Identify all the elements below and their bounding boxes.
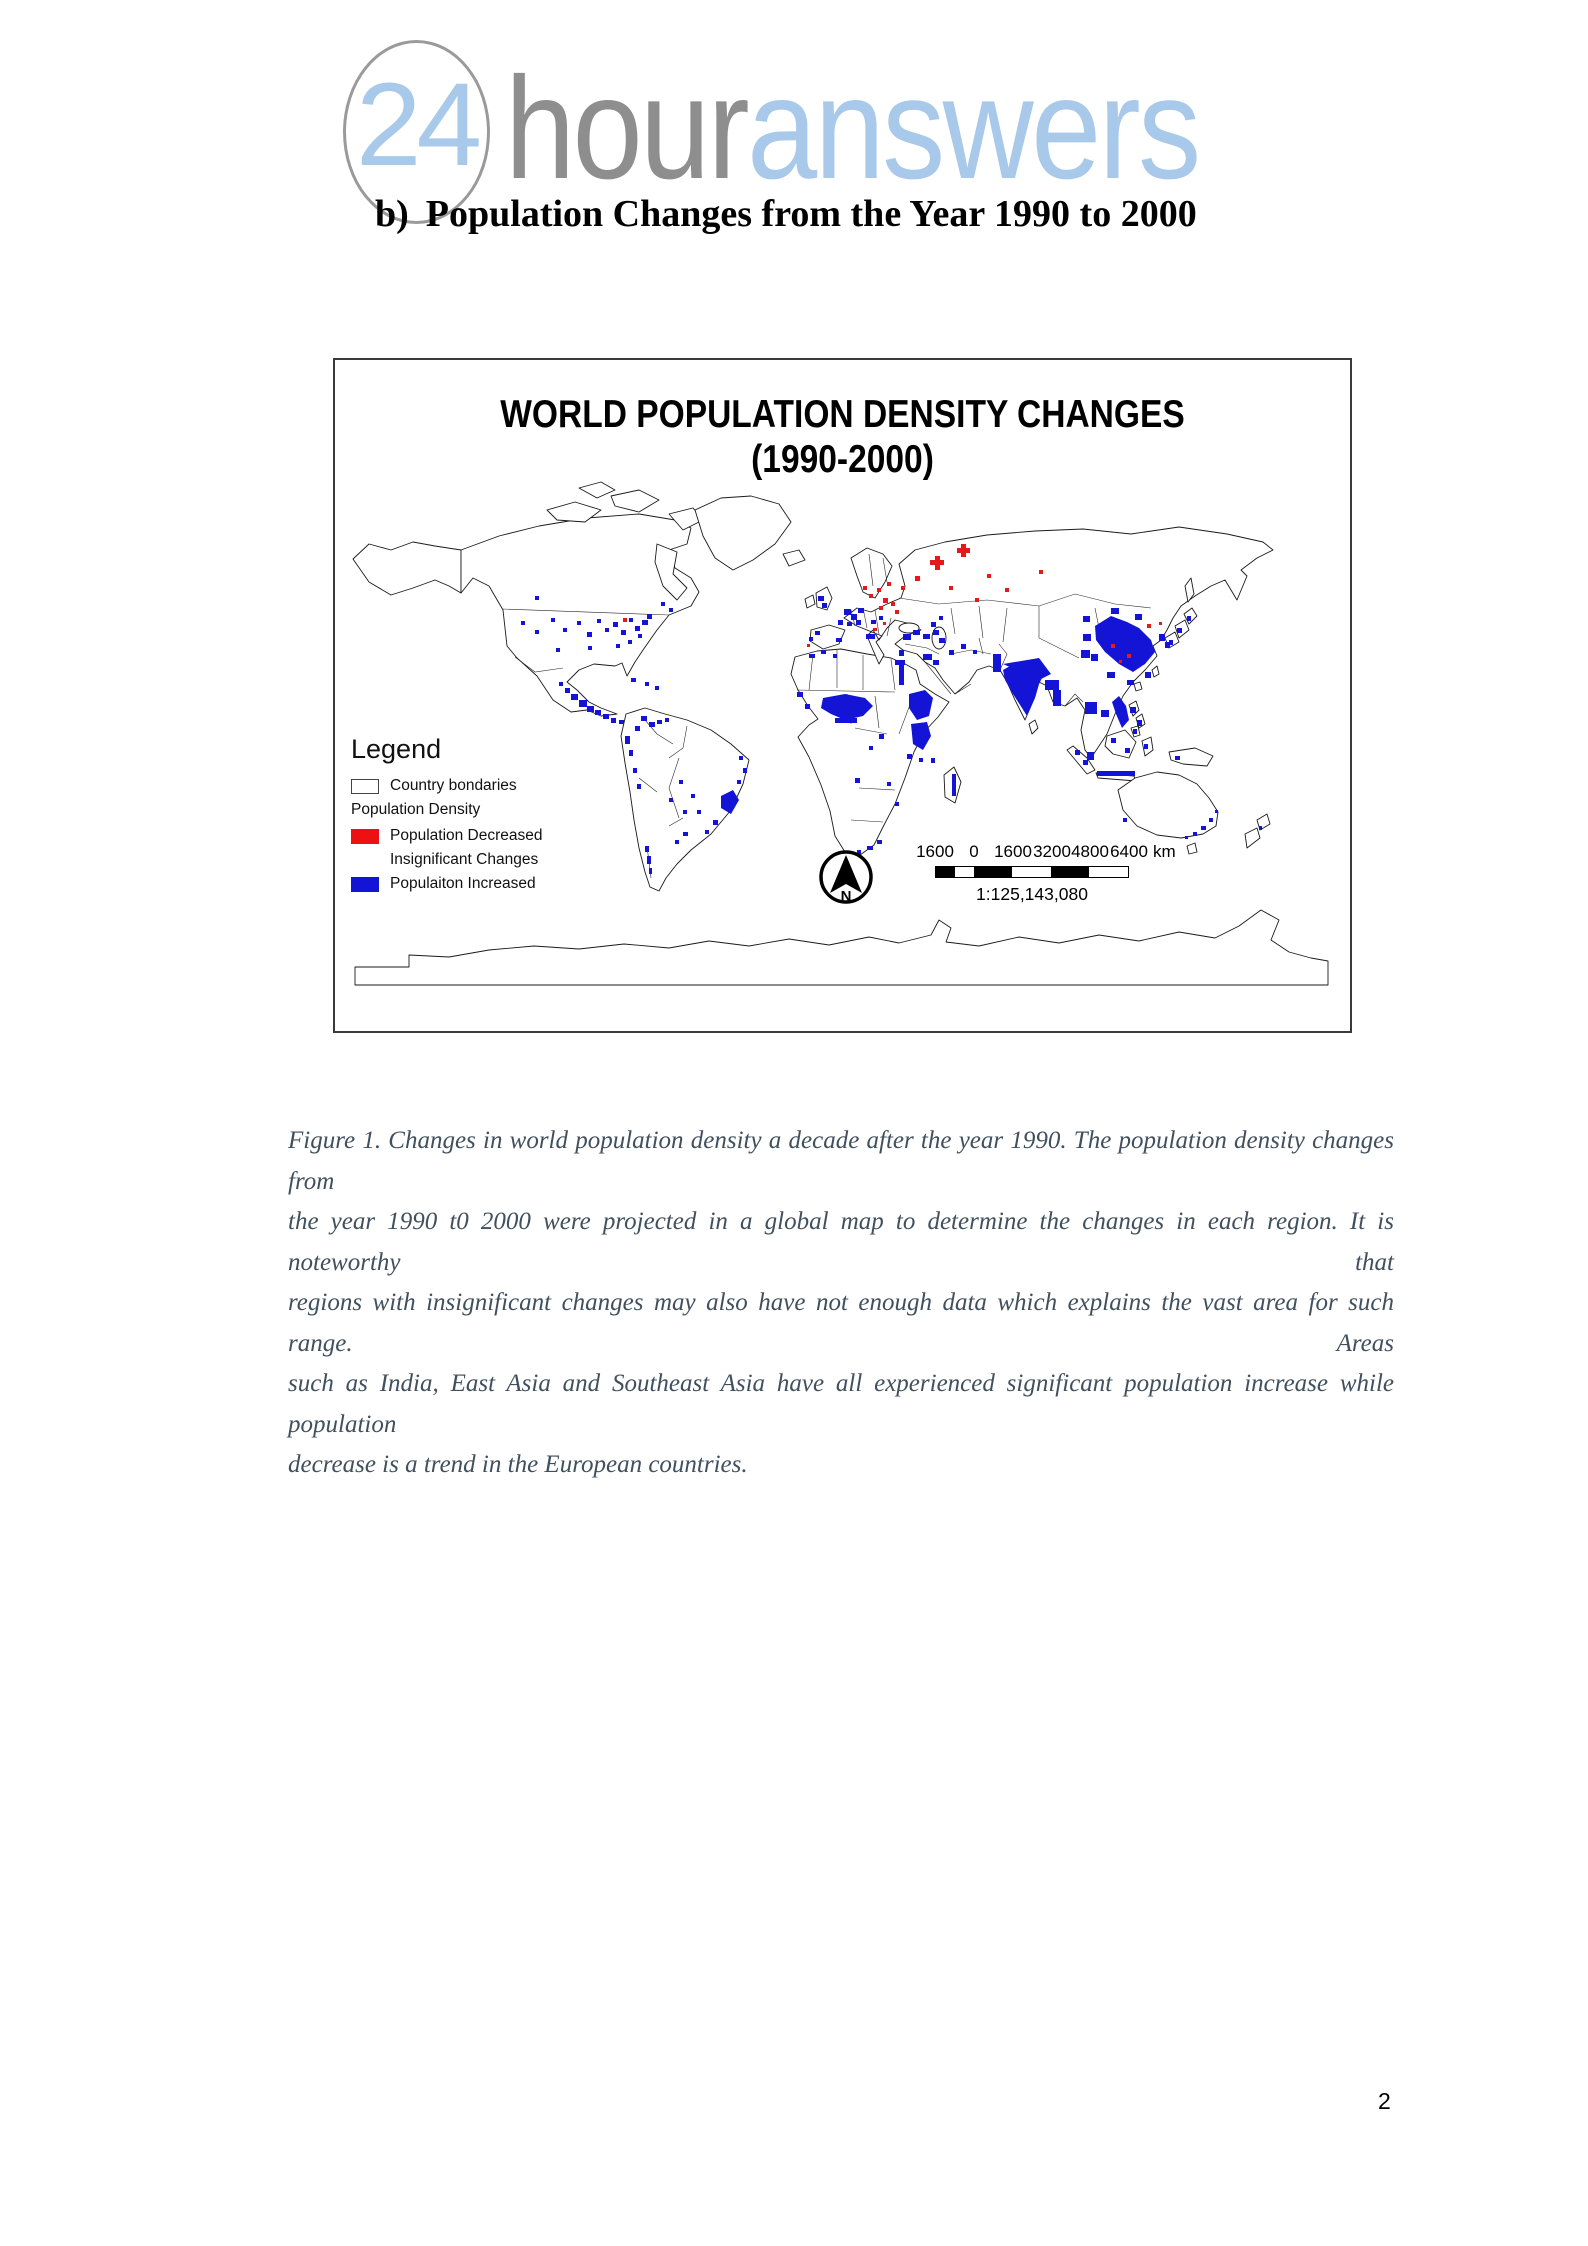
legend-row-insignificant [351, 851, 611, 869]
legend-label: Populaiton Increased [390, 875, 536, 892]
legend-label: Insignificant Changes [390, 851, 539, 868]
scale-tick-label: 3200 [1033, 842, 1071, 861]
map-figure-panel [333, 358, 1352, 1033]
caption-line: the year 1990 t0 2000 were projected in a global map to determine the changes in each region. It is noteworthy that [288, 1208, 1394, 1276]
section-heading [375, 192, 1197, 236]
scale-tick-label: 4800 [1071, 842, 1109, 861]
caption-line: such as India, East Asia and Southeast Asia have all experienced significant population increase while population [288, 1370, 1394, 1438]
caption-line: regions with insignificant changes may also have not enough data which explains the vast area for such range. Areas [288, 1289, 1394, 1357]
logo-word-hour: hour [505, 47, 748, 209]
north-label: N [840, 888, 852, 905]
figure-caption [288, 1121, 1394, 1486]
scale-tick-label: 1600 [994, 842, 1032, 861]
heading-text: Population Changes from the Year 1990 to 2000 [425, 193, 1197, 235]
scale-ratio-label: 1:125,143,080 [976, 884, 1088, 904]
caption-line: decrease is a trend in the European countries. [288, 1451, 748, 1478]
decreased-swatch-icon [351, 829, 379, 844]
legend-row-country-boundaries [351, 777, 611, 795]
increased-swatch-icon [351, 877, 379, 892]
north-arrow-icon [818, 849, 874, 905]
scale-tick-label: 1600 [916, 842, 954, 861]
map-title-line1: WORLD POPULATION DENSITY CHANGES [500, 393, 1185, 436]
scale-tick-label: 6400 [1110, 842, 1148, 861]
insignificant-swatch-icon [351, 853, 379, 868]
country-boundaries-swatch-icon [351, 779, 379, 794]
scale-bar [935, 866, 1129, 878]
caption-line: Figure 1. Changes in world population density a decade after the year 1990. The population density changes from [288, 1127, 1394, 1195]
logo-wordmark [505, 47, 1199, 209]
page-number: 2 [1378, 2088, 1391, 2114]
legend-row-increased [351, 875, 611, 893]
legend-section-label: Population Density [351, 801, 481, 818]
heading-prefix: b) [375, 193, 409, 235]
world-map [339, 458, 1346, 1003]
scale-tick-label: 0 [969, 842, 979, 861]
scale-unit-label: km [1153, 842, 1176, 861]
legend-row-decreased [351, 827, 611, 845]
legend-title: Legend [351, 734, 442, 764]
map-title-line2: (1990-2000) [751, 437, 934, 481]
map-legend [351, 734, 611, 899]
legend-label: Country bondaries [390, 777, 517, 794]
logo-word-answers: answers [747, 47, 1199, 209]
logo-24-text: 24 [355, 59, 478, 191]
legend-label: Population Decreased [390, 827, 543, 844]
